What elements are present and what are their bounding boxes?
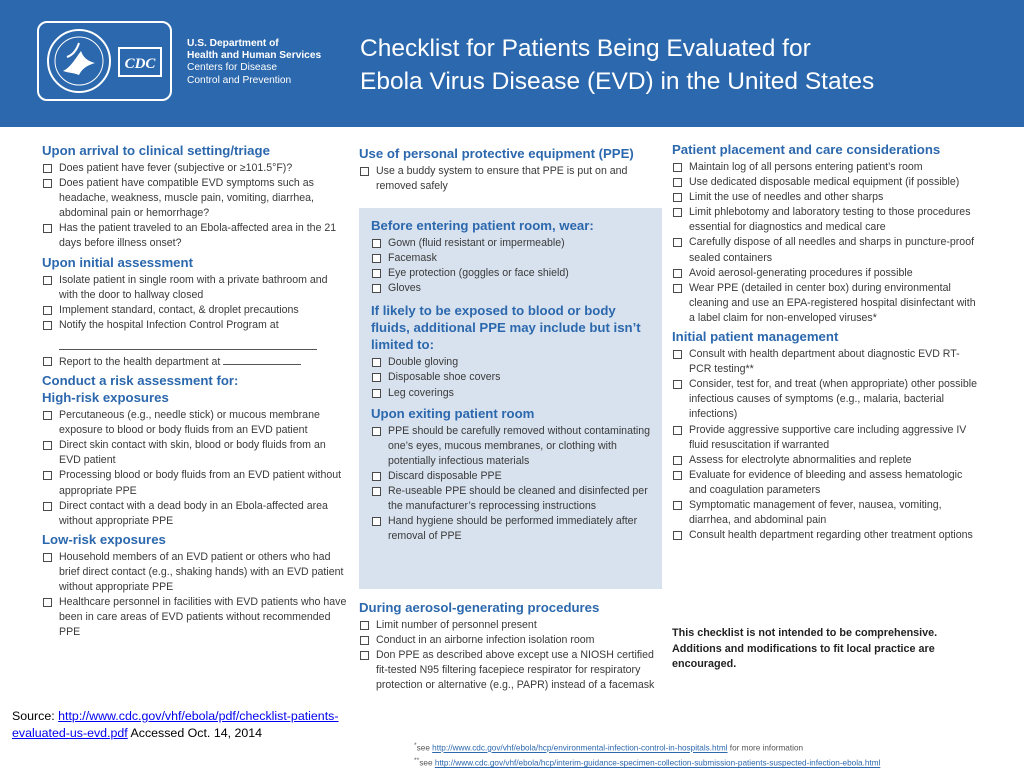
checklist-arrival	[42, 161, 347, 252]
checklist-item[interactable]: Limit phlebotomy and laboratory testing to those procedures essential for diagnostics and medical care	[672, 205, 982, 235]
agency-line: Centers for Disease	[187, 62, 278, 74]
checklist-item[interactable]: Discard disposable PPE	[371, 469, 656, 484]
checklist-item[interactable]: Avoid aerosol-generating procedures if possible	[672, 266, 982, 281]
checklist-item[interactable]: Implement standard, contact, & droplet precautions	[42, 303, 347, 318]
checklist-item[interactable]: Wear PPE (detailed in center box) during environmental cleaning and use an EPA-registered hospital disinfectant with a label claim for non-enveloped viruses*	[672, 281, 982, 326]
checklist-before-entering	[371, 236, 656, 296]
footnote-link[interactable]: http://www.cdc.gov/vhf/ebola/hcp/interim-guidance-specimen-collection-submission-patients-suspected-infection-ebola.html	[434, 758, 881, 768]
checklist-item[interactable]: Isolate patient in single room with a private bathroom and with the door to hallway closed	[42, 273, 347, 303]
cdc-logo-text: CDC	[124, 56, 156, 72]
checklist-item[interactable]: Does patient have fever (subjective or ≥101.5°F)?	[42, 161, 347, 176]
checklist-item[interactable]: Assess for electrolyte abnormalities and replete	[672, 453, 982, 468]
checklist-item[interactable]: Conduct in an airborne infection isolation room	[359, 633, 659, 648]
footnote-mark: *	[414, 742, 417, 749]
column-placement	[672, 141, 982, 545]
section-heading-before-entering: Before entering patient room, wear:	[371, 218, 594, 233]
footnote-link[interactable]: http://www.cdc.gov/vhf/ebola/hcp/environmental-infection-control-in-hospitals.html	[432, 743, 728, 753]
checklist-item[interactable]: Gown (fluid resistant or impermeable)	[371, 236, 656, 251]
ppe-center-box-content	[371, 217, 656, 546]
checklist-item[interactable]: Leg coverings	[371, 386, 656, 401]
checklist-additional-ppe	[371, 355, 656, 400]
checklist-item[interactable]: Don PPE as described above except use a NIOSH certified fit-tested N95 filtering facepiece respirator for respiratory protection or alternative (e.g., PAPR) instead of a facemask	[359, 648, 659, 693]
checklist-item[interactable]: Evaluate for evidence of bleeding and assess hematologic and coagulation parameters	[672, 468, 982, 498]
section-heading-ppe: Use of personal protective equipment (PPE)	[359, 146, 634, 161]
checklist-item[interactable]: Household members of an EVD patient or others who had brief direct contact (e.g., shaking hands) with an EVD patient without appropriate PPE	[42, 550, 347, 595]
checklist-item[interactable]: Double gloving	[371, 355, 656, 370]
checklist-item[interactable]: Healthcare personnel in facilities with EVD patients who have been in care areas of EVD patients without recommended PPE	[42, 595, 347, 640]
section-heading-management: Initial patient management	[672, 329, 839, 345]
footnote-pre: see	[416, 743, 433, 753]
checklist-item[interactable]: Disposable shoe covers	[371, 370, 656, 385]
agency-logo	[37, 21, 172, 101]
checklist-item[interactable]: Limit number of personnel present	[359, 618, 659, 633]
section-heading-placement: Patient placement and care considerations	[672, 142, 941, 157]
checklist-ppe	[359, 164, 659, 194]
checklist-item[interactable]: Use dedicated disposable medical equipment (if possible)	[672, 175, 982, 190]
disclaimer-text: This checklist is not intended to be comprehensive. Additions and modifications to fit local practice are encouraged.	[672, 627, 938, 670]
ic-program-blank-line[interactable]	[59, 335, 317, 350]
footnote-post: for more information	[727, 743, 804, 753]
footnote-pre: see	[419, 758, 435, 768]
checklist-item[interactable]: Eye protection (goggles or face shield)	[371, 266, 656, 281]
report-label: Report to the health department at	[59, 355, 221, 368]
title-line: Checklist for Patients Being Evaluated for	[360, 35, 811, 62]
footnote	[414, 740, 1014, 755]
section-heading-exiting: Upon exiting patient room	[371, 405, 535, 421]
agency-name	[187, 38, 347, 87]
checklist-high-risk	[42, 408, 347, 529]
checklist-item[interactable]: Percutaneous (e.g., needle stick) or mucous membrane exposure to blood or body fluids from an EVD patient	[42, 408, 347, 438]
checklist-low-risk	[42, 550, 347, 641]
checklist-item[interactable]: Hand hygiene should be performed immediately after removal of PPE	[371, 514, 656, 544]
agency-line: Control and Prevention	[187, 74, 292, 86]
checklist-item[interactable]: PPE should be carefully removed without contaminating one’s eyes, mucous membranes, or clothing with potentially infectious materials	[371, 424, 656, 469]
section-heading-arrival: Upon arrival to clinical setting/triage	[42, 143, 270, 158]
source-prefix: Source:	[12, 709, 59, 723]
checklist-placement	[672, 160, 982, 326]
health-dept-blank-line[interactable]	[223, 354, 301, 365]
checklist-exiting	[371, 424, 656, 545]
cdc-logo-icon	[118, 47, 162, 77]
column-ppe-top	[359, 145, 659, 196]
checklist-item[interactable]: Consult with health department about diagnostic EVD RT-PCR testing**	[672, 347, 982, 377]
checklist-item[interactable]: Direct contact with a dead body in an Ebola-affected area without appropriate PPE	[42, 499, 347, 529]
section-heading-initial-assessment: Upon initial assessment	[42, 254, 193, 270]
checklist-item[interactable]: Consider, test for, and treat (when appropriate) other possible infectious causes of symptoms (e.g., malaria, bacterial infections)	[672, 377, 982, 422]
hhs-seal-icon	[45, 27, 113, 95]
checklist-item[interactable]: Symptomatic management of fever, nausea, vomiting, diarrhea, and abdominal pain	[672, 498, 982, 528]
checklist-management	[672, 347, 982, 543]
source-citation	[12, 708, 372, 742]
section-heading-high-risk: High-risk exposures	[42, 390, 169, 406]
checklist-item[interactable]	[42, 354, 347, 370]
checklist-aerosol	[359, 618, 659, 693]
title-line: Ebola Virus Disease (EVD) in the United States	[360, 68, 875, 95]
checklist-initial-assessment	[42, 273, 347, 333]
checklist-item[interactable]: Notify the hospital Infection Control Program at	[42, 318, 347, 333]
checklist-item[interactable]: Gloves	[371, 281, 656, 296]
agency-line: U.S. Department of	[187, 38, 279, 49]
checklist-item[interactable]: Limit the use of needles and other sharps	[672, 190, 982, 205]
checklist-item[interactable]: Use a buddy system to ensure that PPE is put on and removed safely	[359, 164, 659, 194]
agency-line: Health and Human Services	[187, 50, 322, 62]
column-triage	[42, 142, 347, 642]
checklist-item[interactable]: Consult health department regarding other treatment options	[672, 528, 982, 543]
section-heading-low-risk: Low-risk exposures	[42, 531, 166, 547]
page-title	[360, 32, 1000, 98]
section-heading-aerosol: During aerosol-generating procedures	[359, 600, 600, 615]
section-heading-additional-ppe: If likely to be exposed to blood or body fluids, additional PPE may include but isn’t limited to:	[371, 303, 641, 353]
checklist-item[interactable]: Does patient have compatible EVD symptoms such as headache, weakness, muscle pain, vomiting, diarrhea, abdominal pain or hemorrhage?	[42, 176, 347, 221]
source-accessed: Accessed Oct. 14, 2014	[127, 726, 263, 740]
footnote-mark: **	[414, 757, 420, 765]
checklist-item[interactable]: Provide aggressive supportive care including aggressive IV fluid resuscitation if warranted	[672, 423, 982, 453]
checklist-item[interactable]: Re-useable PPE should be cleaned and disinfected per the manufacturer’s reprocessing instructions	[371, 484, 656, 514]
column-aerosol	[359, 599, 659, 695]
checklist-item[interactable]: Facemask	[371, 251, 656, 266]
footnotes	[414, 740, 1014, 770]
checklist-report	[42, 354, 347, 370]
section-heading-risk-assessment: Conduct a risk assessment for:	[42, 373, 239, 389]
checklist-item[interactable]: Maintain log of all persons entering patient’s room	[672, 160, 982, 175]
checklist-item[interactable]: Carefully dispose of all needles and sharps in puncture-proof sealed containers	[672, 235, 982, 265]
checklist-item[interactable]: Direct skin contact with skin, blood or body fluids from an EVD patient	[42, 438, 347, 468]
checklist-item[interactable]: Has the patient traveled to an Ebola-affected area in the 21 days before illness onset?	[42, 221, 347, 251]
checklist-item[interactable]: Processing blood or body fluids from an EVD patient without appropriate PPE	[42, 468, 347, 498]
source-link[interactable]: http://www.cdc.gov/vhf/ebola/pdf/checklist-patients-evaluated-us-evd.pdf	[12, 709, 339, 740]
header-banner	[0, 0, 1024, 127]
